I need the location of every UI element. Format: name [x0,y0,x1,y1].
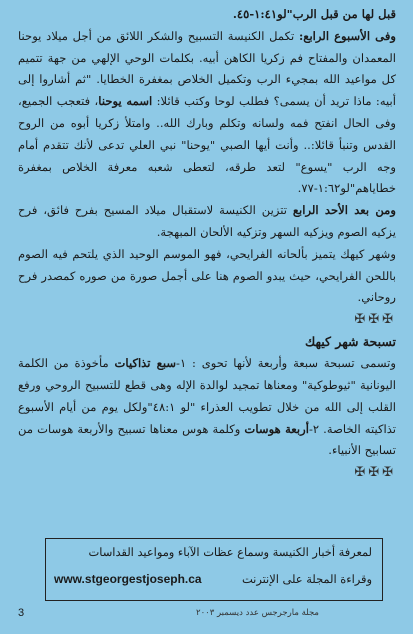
paragraph-fourth-week: وفى الأسبوع الرابع: تكمل الكنيسة التسبيح والشكر اللائق من أجل ميلاد يوحنا المعمدان والمفتاح فم زكريا الكاهن أبيه. بكلمات الوحي الإلهي من جهة تتميم كل مواعيد الله بمجيء الرب وتكميل الخلاص بمغفرة الخطايا. "ثم أشاروا إلى أبيه: ماذا تريد أن يسمى؟ فطلب لوحا وكتب قائلا: اسمه يوحنا، فتعجب الجميع، وفى الحال انفتح فمه ولسانه وتكلم وبارك الله.. وامتلأ زكريا أبوه من الروح القدس وتنبأ قائلا:.. وأنت أيها الصبي "يوحنا" نبي العلي تدعى لأنك تتقدم أمام وجه الرب "يسوع" لتعد طرقه، لتعطى شعبه معرفة الخلاص بمغفرة خطاياهم"لو١:٦٢-٧٧. [18,28,396,196]
info-line-1: لمعرفة أخبار الكنيسة وسماع عظات الآباء ومواعيد القداسات [88,545,372,559]
section-title-kiahk-praise: تسبحة شهر كيهك [304,334,396,350]
fourth-week-title: وفى الأسبوع الرابع: [299,28,396,43]
after-fourth-sunday-title: ومن بعد الأحد الرابع [292,203,396,218]
paragraph-after-fourth-sunday: ومن بعد الأحد الرابع تتزين الكنيسة لاستقبال ميلاد المسيح بفرح فائق، فرح يزكيه الصوم ويزكيه السهر وتزكيه الألحان المبهجة. [18,203,396,239]
john-name: اسمه يوحنا [98,94,153,109]
info-line-2: وقراءة المجلة على الإنترنت [241,572,372,586]
page-number: 3 [18,607,25,619]
verse-reference: قبل لها من قبل الرب"لو١:٤١-٤٥. [232,7,396,21]
cross-divider-1: ✠✠✠ [354,312,396,328]
paragraph-kiahk-praise: وتسمى تسبحة سبعة وأربعة لأنها تحوى : ١-سبع تذاكيات مأخوذة من الكلمة اليونانية "ثيوطوكية" ومعناها تمجيد لوالدة الإله وهى قطع للتسبيح الروحي ورفع القلب إلى الله من خلال تطويب العذراء "لو ٤٨:١"ولكل يوم من أيام الأسبوع تذاكيته الخاصة. ٢-أربعة هوسات وكلمة هوس معناها تسبيح والأربعة هوسات من تسابيح الأنبياء. [18,356,397,458]
four-hoses: أربعة هوسات [244,421,309,436]
main-text [18,4,396,484]
info-box [45,538,383,601]
cross-divider-2: ✠✠✠ [354,465,396,481]
website-link[interactable]: www.stgeorgestjoseph.ca [54,572,202,586]
seven-theotokias: سبع تذاكيات [114,356,177,371]
issue-label: مجلة مارجرجس عدد ديسمبر ٢٠٠٣ [196,608,319,618]
paragraph-kiahk-month: وشهر كيهك يتميز بألحانه الفرايحي، فهو الموسم الوحيد الذي يلتحم فيه الصوم باللحن الفرايحي، حيث يبدو الصوم هنا على أجمل صورة من صوره كمصدر فرح روحاني. [18,246,396,305]
